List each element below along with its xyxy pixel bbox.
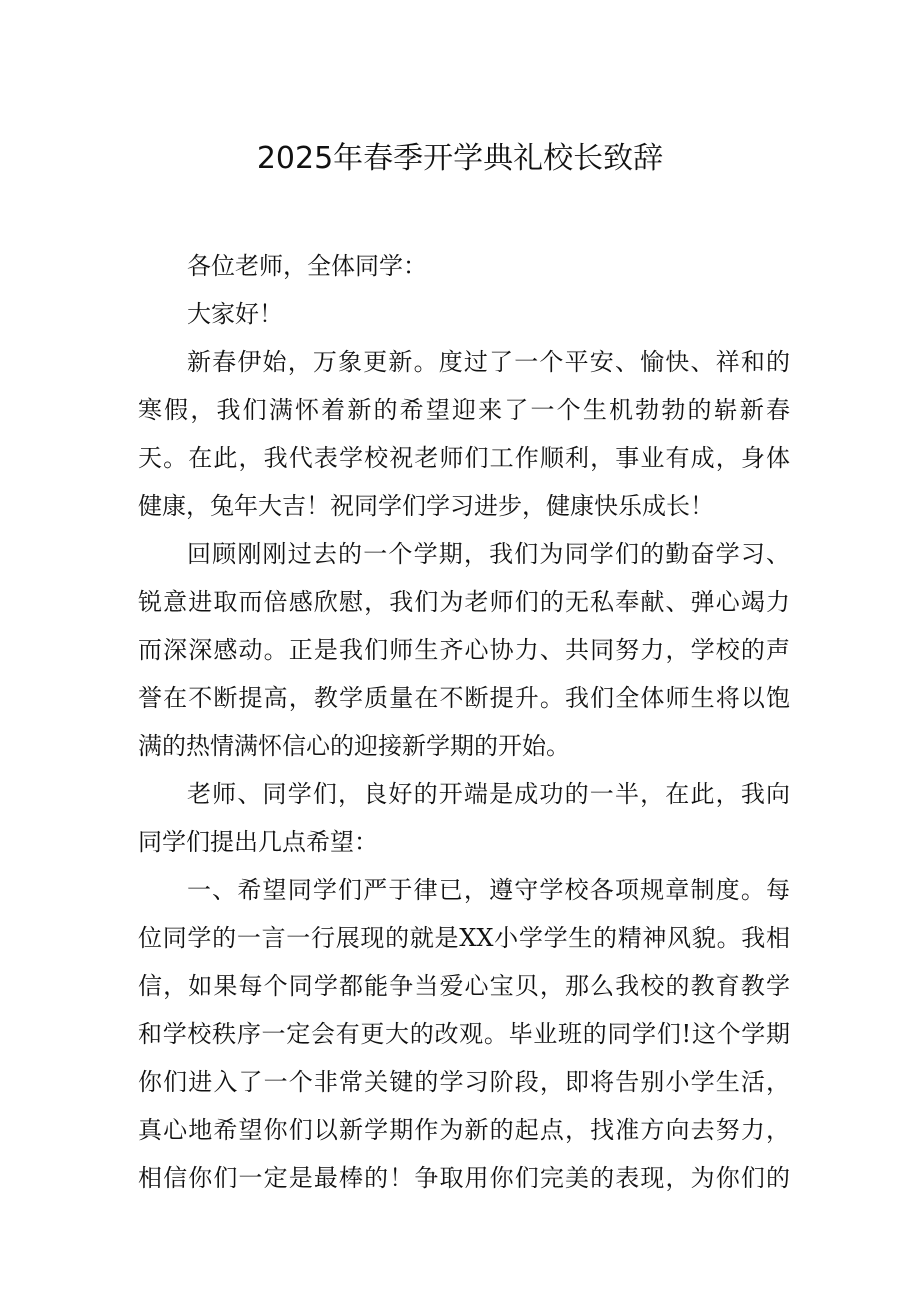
paragraph-line: 老师、同学们，良好的开端是成功的一半，在此，我向: [187, 780, 790, 808]
paragraph-line: 位同学的一言一行展现的就是XX小学学生的精神风貌。我相: [138, 924, 790, 952]
paragraph-line: 天。在此，我代表学校祝老师们工作顺利，事业有成，身体: [138, 444, 790, 472]
paragraph-line: 真心地希望你们以新学期作为新的起点，找准方向去努力，: [138, 1116, 790, 1144]
paragraph-line: 相信你们一定是最棒的！争取用你们完美的表现，为你们的: [138, 1164, 790, 1192]
paragraph-line: 寒假，我们满怀着新的希望迎来了一个生机勃勃的崭新春: [138, 396, 790, 424]
salutation-line: 各位老师，全体同学：: [187, 252, 427, 280]
paragraph-line: 誉在不断提高，教学质量在不断提升。我们全体师生将以饱: [138, 684, 790, 712]
paragraph-line: 同学们提出几点希望：: [138, 828, 378, 856]
paragraph-line: 新春伊始，万象更新。度过了一个平安、愉快、祥和的: [187, 348, 790, 376]
document-title: 2025年春季开学典礼校长致辞: [256, 141, 664, 176]
paragraph-line: 回顾刚刚过去的一个学期，我们为同学们的勤奋学习、: [187, 540, 790, 568]
paragraph-line: 和学校秩序一定会有更大的改观。毕业班的同学们!这个学期: [138, 1020, 790, 1048]
paragraph-line: 满的热情满怀信心的迎接新学期的开始。: [138, 732, 570, 760]
paragraph-line: 健康，兔年大吉！祝同学们学习进步，健康快乐成长！: [138, 492, 714, 520]
paragraph-line: 一、希望同学们严于律已，遵守学校各项规章制度。每: [187, 876, 790, 904]
paragraph-line: 而深深感动。正是我们师生齐心协力、共同努力，学校的声: [138, 636, 790, 664]
greeting-line: 大家好！: [187, 300, 283, 328]
paragraph-line: 锐意进取而倍感欣慰，我们为老师们的无私奉献、弹心竭力: [138, 588, 790, 616]
paragraph-line: 信，如果每个同学都能争当爱心宝贝，那么我校的教育教学: [138, 972, 790, 1000]
paragraph-line: 你们进入了一个非常关键的学习阶段，即将告别小学生活，: [138, 1068, 790, 1096]
